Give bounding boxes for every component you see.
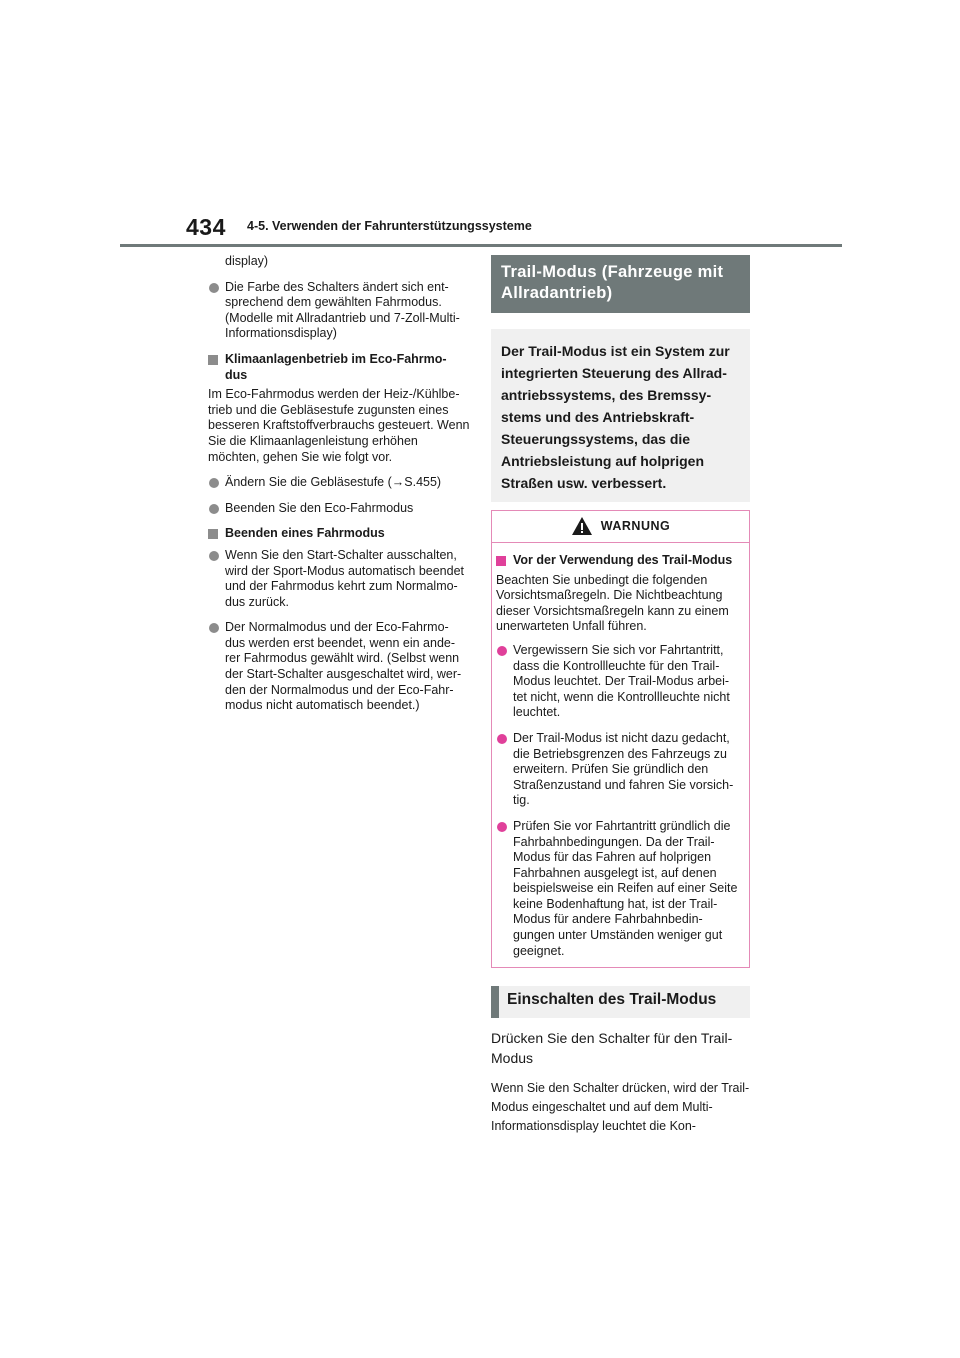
right-column — [491, 255, 750, 1136]
bullet-text: Ändern Sie die Gebläsestufe (→S.455) — [225, 475, 442, 490]
bullet-icon — [497, 734, 507, 744]
warning-list-item — [496, 643, 741, 721]
bullet-icon — [497, 822, 507, 832]
bullet-icon — [209, 623, 219, 633]
section-heading — [208, 352, 470, 383]
subsection-banner: Einschalten des Trail-Modus — [491, 986, 750, 1018]
intro-box: Der Trail-Modus ist ein System zur integrierten Steuerung des Allrad- antriebssystems, des Bremssy- stems und des Antriebskraft- Steuerungssystems, das die Antriebsleistung auf holprigen Straßen usw. verbessert. — [491, 329, 750, 502]
list-item — [208, 280, 470, 342]
paragraph: Im Eco-Fahrmodus werden der Heiz-/Kühlbe- trieb und die Gebläsestufe zugunsten eines besseren Kraftstoffverbrauchs gesteuert. Wenn Sie die Klimaanlagenleistung erhöhen möchten, gehen Sie wie folgt vor. — [208, 387, 470, 464]
page-number: 434 — [186, 214, 226, 240]
bullet-text: Beenden Sie den Eco-Fahrmodus — [225, 500, 414, 515]
bullet-icon — [209, 504, 219, 514]
bullet-icon — [209, 283, 219, 293]
bullet-text: Der Trail-Modus ist nicht dazu gedacht, die Betriebsgrenzen des Fahrzeugs zu erweitern. Prüfen Sie gründlich den Straßenzustand und fahren Sie vorsich- tig. — [513, 730, 734, 808]
bullet-text: Die Farbe des Schalters ändert sich ent- sprechend dem gewählten Fahrmodus. (Modelle mit Allradantrieb und 7-Zoll-Multi- Informationsdisplay) — [225, 279, 460, 341]
list-item — [208, 475, 470, 491]
warning-header — [492, 511, 749, 543]
list-item — [208, 548, 470, 610]
square-bullet-icon — [208, 355, 218, 365]
bullet-text: Prüfen Sie vor Fahrtantritt gründlich die Fahrbahnbedingungen. Da der Trail- Modus für das Fahren auf holprigen Fahrbahnen ausgelegt ist, auf denen beispielsweise ein Reifen auf einer Seite keine Bodenhaftung hat, ist der Trail-Modus für andere Fahrbahnbedin- gungen unter Umständen weniger gut geeignet. — [513, 818, 738, 958]
warning-section-title: Vor der Verwendung des Trail-Modus — [513, 553, 733, 567]
warning-content — [492, 543, 741, 959]
bullet-icon — [209, 551, 219, 561]
section-heading-text: Klimaanlagenbetrieb im Eco-Fahrmo- dus — [225, 351, 447, 382]
section-heading — [208, 526, 470, 542]
paragraph: Wenn Sie den Schalter drücken, wird der Trail-Modus eingeschaltet und auf dem Multi-Informationsdisplay leuchtet die Kon- — [491, 1081, 750, 1134]
header-divider — [120, 244, 842, 247]
square-bullet-icon — [208, 529, 218, 539]
step-text: Drücken Sie den Schalter für den Trail- Modus — [491, 1030, 733, 1067]
bullet-icon — [209, 478, 219, 488]
warning-paragraph: Beachten Sie unbedingt die folgenden Vorsichtsmaßregeln. Die Nichtbeachtung dieser Vorsichtsmaßregeln kann zu einem unerwarteten Unfall führen. — [496, 572, 729, 634]
warning-title: WARNUNG — [600, 519, 671, 533]
section-heading-text: Beenden eines Fahrmodus — [225, 526, 385, 541]
warning-section-heading — [496, 553, 741, 569]
warning-list-item — [496, 731, 741, 809]
list-item — [208, 620, 470, 714]
bullet-text: Vergewissern Sie sich vor Fahrtantritt, dass die Kontrollleuchte für den Trail- Modus leuchtet. Der Trail-Modus arbei- tet nicht, wenn die Kontrollleuchte nicht leuchtet. — [513, 642, 730, 720]
chapter-title: 4-5. Verwenden der Fahrunterstützungssysteme — [247, 219, 532, 233]
warning-box — [491, 510, 750, 968]
square-bullet-icon — [496, 556, 506, 566]
section-banner: Trail-Modus (Fahrzeuge mit Allradantrieb) — [491, 255, 750, 313]
warning-list-item — [496, 819, 741, 959]
bullet-icon — [497, 646, 507, 656]
bullet-text: Der Normalmodus und der Eco-Fahrmo- dus werden erst beendet, wenn ein ande- rer Fahrmodus gewählt wird. (Selbst wenn der Start-Schalter ausgeschaltet wird, wer- den der Normalmodus und der Eco-Fahr- modus nicht automatisch beendet.) — [225, 620, 462, 713]
left-column — [208, 254, 470, 724]
warning-triangle-icon — [571, 516, 593, 536]
bullet-text: Wenn Sie den Start-Schalter ausschalten, wird der Sport-Modus automatisch beendet und der Fahrmodus kehrt zum Normalmo- dus zurück. — [225, 547, 465, 609]
list-item — [208, 501, 470, 517]
continued-text: display) — [225, 254, 269, 268]
